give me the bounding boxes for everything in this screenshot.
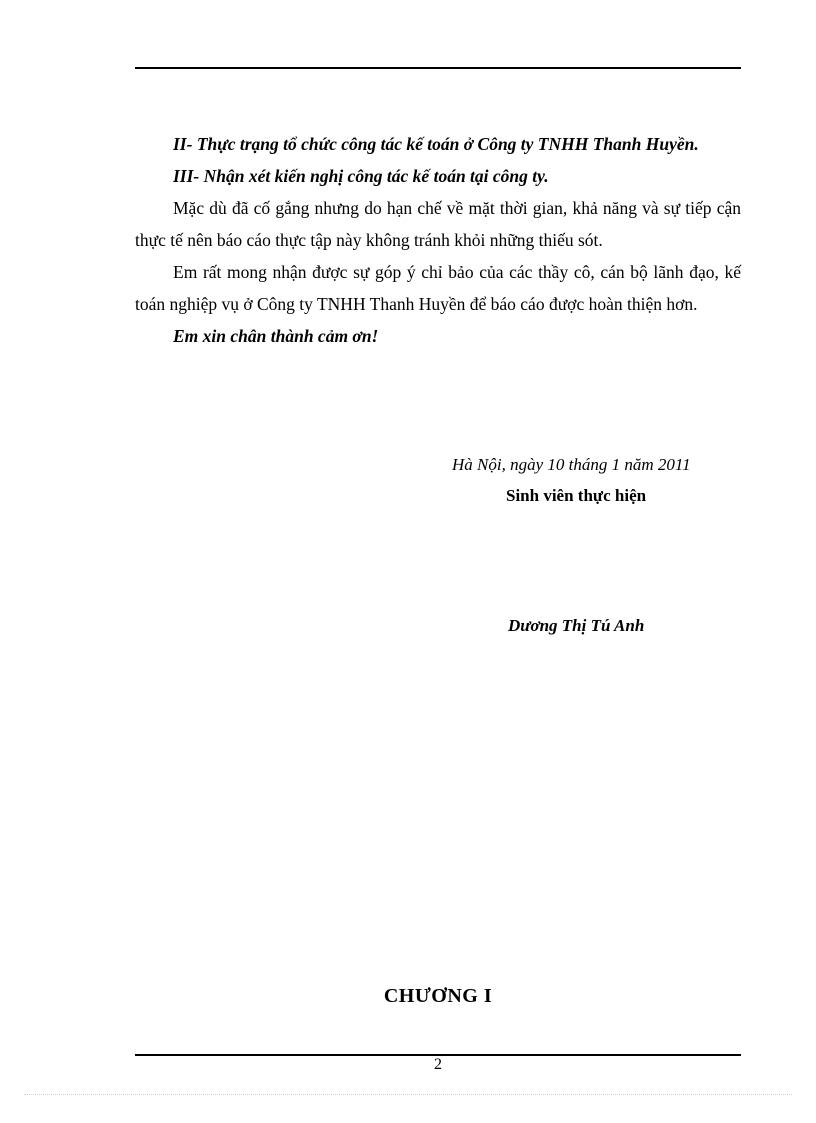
thanks-line: Em xin chân thành cảm ơn!: [173, 326, 379, 346]
page-number: 2: [434, 1056, 442, 1073]
page-edge-dotted-line: [24, 1094, 792, 1095]
signature-place-date: Hà Nội, ngày 10 tháng 1 năm 2011: [452, 455, 691, 474]
signature-role: Sinh viên thực hiện: [506, 486, 647, 505]
chapter-title: CHƯƠNG I: [383, 985, 493, 1007]
section-heading-2: II- Thực trạng tổ chức công tác kế toán ở Công ty TNHH Thanh Huyền.: [173, 134, 699, 154]
signature-name: Dương Thị Tú Anh: [508, 616, 645, 635]
section-heading-3: III- Nhận xét kiến nghị công tác kế toán tại công ty.: [173, 166, 549, 186]
document-body: [135, 128, 741, 352]
paragraph-limitations: Mặc dù đã cố gắng nhưng do hạn chế về mặt thời gian, khả năng và sự tiếp cận thực tế nên báo cáo thực tập này không tránh khỏi những thiếu sót.: [135, 198, 741, 250]
header-rule: [135, 67, 741, 69]
paragraph-request: Em rất mong nhận được sự góp ý chỉ bảo của các thầy cô, cán bộ lãnh đạo, kế toán nghiệp vụ ở Công ty TNHH Thanh Huyền để báo cáo được hoàn thiện hơn.: [135, 262, 741, 314]
